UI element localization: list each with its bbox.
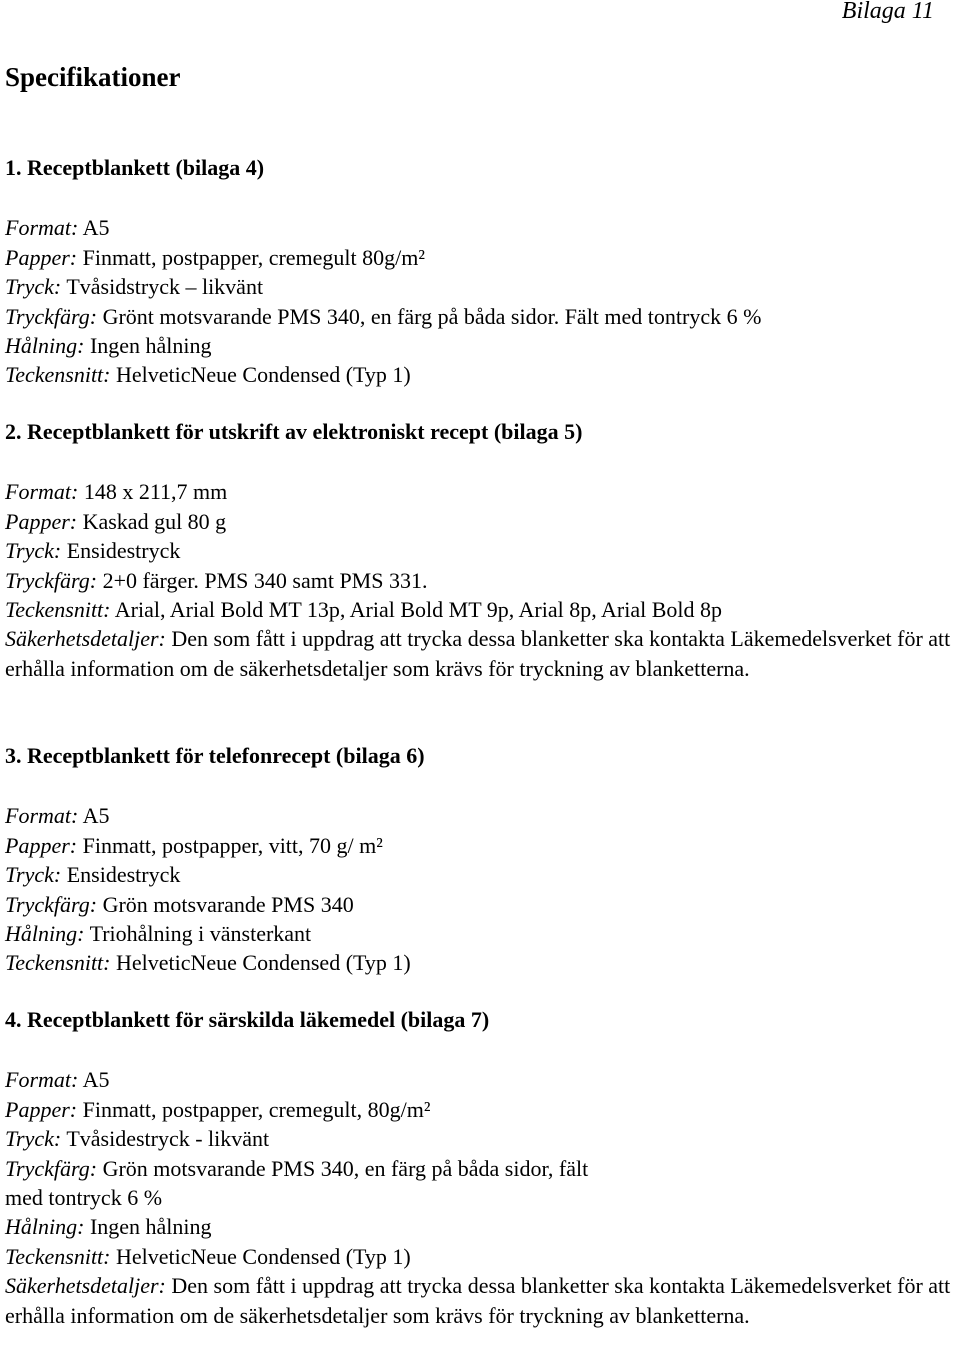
spec-value: HelveticNeue Condensed (Typ 1) bbox=[116, 1243, 411, 1269]
spec-line-tryckfarg bbox=[5, 302, 960, 331]
spec-value: Triohålning i vänsterkant bbox=[89, 921, 312, 947]
spec-label: Papper: bbox=[5, 244, 78, 270]
spec-label: Papper: bbox=[5, 832, 78, 858]
spec-label: Teckensnitt: bbox=[5, 1243, 111, 1269]
spec-line-format bbox=[5, 801, 960, 830]
spec-line-sakerhetsdetaljer bbox=[5, 1271, 960, 1330]
spec-label: Tryck: bbox=[5, 538, 62, 564]
spec-value: Tvåsidestryck - likvänt bbox=[66, 1126, 270, 1152]
spec-line-teckensnitt bbox=[5, 948, 960, 977]
spec-value: Finmatt, postpapper, vitt, 70 g/ m² bbox=[82, 832, 383, 858]
spec-line-papper bbox=[5, 831, 960, 860]
spec-line-sakerhetsdetaljer bbox=[5, 624, 960, 683]
spec-label: Papper: bbox=[5, 508, 78, 534]
section-heading: 3. Receptblankett för telefonrecept (bilaga 6) bbox=[5, 743, 425, 768]
spec-label: Tryckfärg: bbox=[5, 567, 98, 593]
spec-line-teckensnitt bbox=[5, 1242, 960, 1271]
annex-label: Bilaga 11 bbox=[841, 0, 934, 24]
spec-value: Den som fått i uppdrag att trycka dessa blanketter ska kontakta Läkemedelsverket för att erhålla information om de säkerhetsdetaljer som krävs för tryckning av blanketterna. bbox=[5, 626, 951, 681]
spec-value: HelveticNeue Condensed (Typ 1) bbox=[116, 362, 411, 388]
spec-value: A5 bbox=[82, 1067, 110, 1093]
spec-label: Format: bbox=[5, 1067, 79, 1093]
spec-label: Format: bbox=[5, 803, 79, 829]
spec-label: Tryckfärg: bbox=[5, 891, 98, 917]
spec-value: med tontryck 6 % bbox=[5, 1185, 163, 1211]
spec-value: 148 x 211,7 mm bbox=[83, 479, 228, 505]
page-title: Specifikationer bbox=[5, 62, 181, 92]
spec-value: Finmatt, postpapper, cremegult, 80g/m² bbox=[82, 1096, 431, 1122]
spec-value: Ingen hålning bbox=[89, 1214, 212, 1240]
spec-label: Tryck: bbox=[5, 274, 62, 300]
spec-line-halning bbox=[5, 1212, 960, 1241]
spec-value: Tvåsidstryck – likvänt bbox=[66, 274, 264, 300]
spec-label: Tryck: bbox=[5, 862, 62, 888]
spec-value: Grönt motsvarande PMS 340, en färg på båda sidor. Fält med tontryck 6 % bbox=[102, 303, 762, 329]
spec-label: Teckensnitt: bbox=[5, 950, 111, 976]
spec-label: Säkerhetsdetaljer: bbox=[5, 1273, 166, 1299]
spec-value: HelveticNeue Condensed (Typ 1) bbox=[116, 950, 411, 976]
spec-label: Hålning: bbox=[5, 921, 85, 947]
spec-line-halning bbox=[5, 919, 960, 948]
spec-value: Ensidestryck bbox=[66, 862, 181, 888]
spec-line-format bbox=[5, 1065, 960, 1094]
spec-line-papper bbox=[5, 243, 960, 272]
spec-label: Säkerhetsdetaljer: bbox=[5, 626, 166, 652]
spec-value: A5 bbox=[82, 803, 110, 829]
section-receptblankett-bilaga-7 bbox=[5, 1005, 960, 1330]
spec-line-tryckfarg bbox=[5, 566, 960, 595]
spec-line-tryck bbox=[5, 1124, 960, 1153]
spec-line-papper bbox=[5, 507, 960, 536]
spec-value: Arial, Arial Bold MT 13p, Arial Bold MT 9p, Arial 8p, Arial Bold 8p bbox=[114, 597, 723, 623]
spec-value: Kaskad gul 80 g bbox=[82, 508, 227, 534]
spec-value: Ensidestryck bbox=[66, 538, 181, 564]
spec-list bbox=[5, 801, 960, 977]
spec-value: Grön motsvarande PMS 340 bbox=[102, 891, 354, 917]
spec-line-halning bbox=[5, 331, 960, 360]
spec-line-format bbox=[5, 477, 960, 506]
spec-list bbox=[5, 1065, 960, 1330]
spec-value: Finmatt, postpapper, cremegult 80g/m² bbox=[82, 244, 425, 270]
section-receptblankett-bilaga-6 bbox=[5, 741, 960, 978]
spec-line-tryck bbox=[5, 536, 960, 565]
spec-label: Teckensnitt: bbox=[5, 362, 111, 388]
spec-label: Hålning: bbox=[5, 333, 85, 359]
spec-line-teckensnitt bbox=[5, 360, 960, 389]
spec-line-papper bbox=[5, 1095, 960, 1124]
spec-line-tryckfarg bbox=[5, 890, 960, 919]
spec-value: Grön motsvarande PMS 340, en färg på båda sidor, fält bbox=[102, 1155, 589, 1181]
spec-list bbox=[5, 213, 960, 389]
spec-label: Tryck: bbox=[5, 1126, 62, 1152]
spec-line-format bbox=[5, 213, 960, 242]
spec-line-tryckfarg bbox=[5, 1154, 960, 1183]
spec-line-tryck bbox=[5, 860, 960, 889]
section-heading: 2. Receptblankett för utskrift av elektroniskt recept (bilaga 5) bbox=[5, 419, 583, 444]
section-heading: 4. Receptblankett för särskilda läkemedel (bilaga 7) bbox=[5, 1007, 490, 1032]
spec-line-tryck bbox=[5, 272, 960, 301]
spec-line-teckensnitt bbox=[5, 595, 960, 624]
section-receptblankett-bilaga-4 bbox=[5, 153, 960, 390]
spec-label: Teckensnitt: bbox=[5, 597, 111, 623]
spec-label: Hålning: bbox=[5, 1214, 85, 1240]
spec-label: Tryckfärg: bbox=[5, 303, 98, 329]
spec-label: Format: bbox=[5, 479, 79, 505]
spec-list bbox=[5, 477, 960, 683]
section-heading: 1. Receptblankett (bilaga 4) bbox=[5, 155, 265, 180]
spec-label: Tryckfärg: bbox=[5, 1155, 98, 1181]
spec-label: Format: bbox=[5, 215, 79, 241]
spec-value: Ingen hålning bbox=[89, 333, 212, 359]
spec-line-tryckfarg-continued bbox=[5, 1183, 960, 1212]
spec-value: 2+0 färger. PMS 340 samt PMS 331. bbox=[102, 567, 428, 593]
spec-value: A5 bbox=[82, 215, 110, 241]
spec-value: Den som fått i uppdrag att trycka dessa blanketter ska kontakta Läkemedelsverket för att erhålla information om de säkerhetsdetaljer som krävs för tryckning av blanketterna. bbox=[5, 1273, 951, 1328]
spec-label: Papper: bbox=[5, 1096, 78, 1122]
section-receptblankett-bilaga-5 bbox=[5, 417, 960, 683]
